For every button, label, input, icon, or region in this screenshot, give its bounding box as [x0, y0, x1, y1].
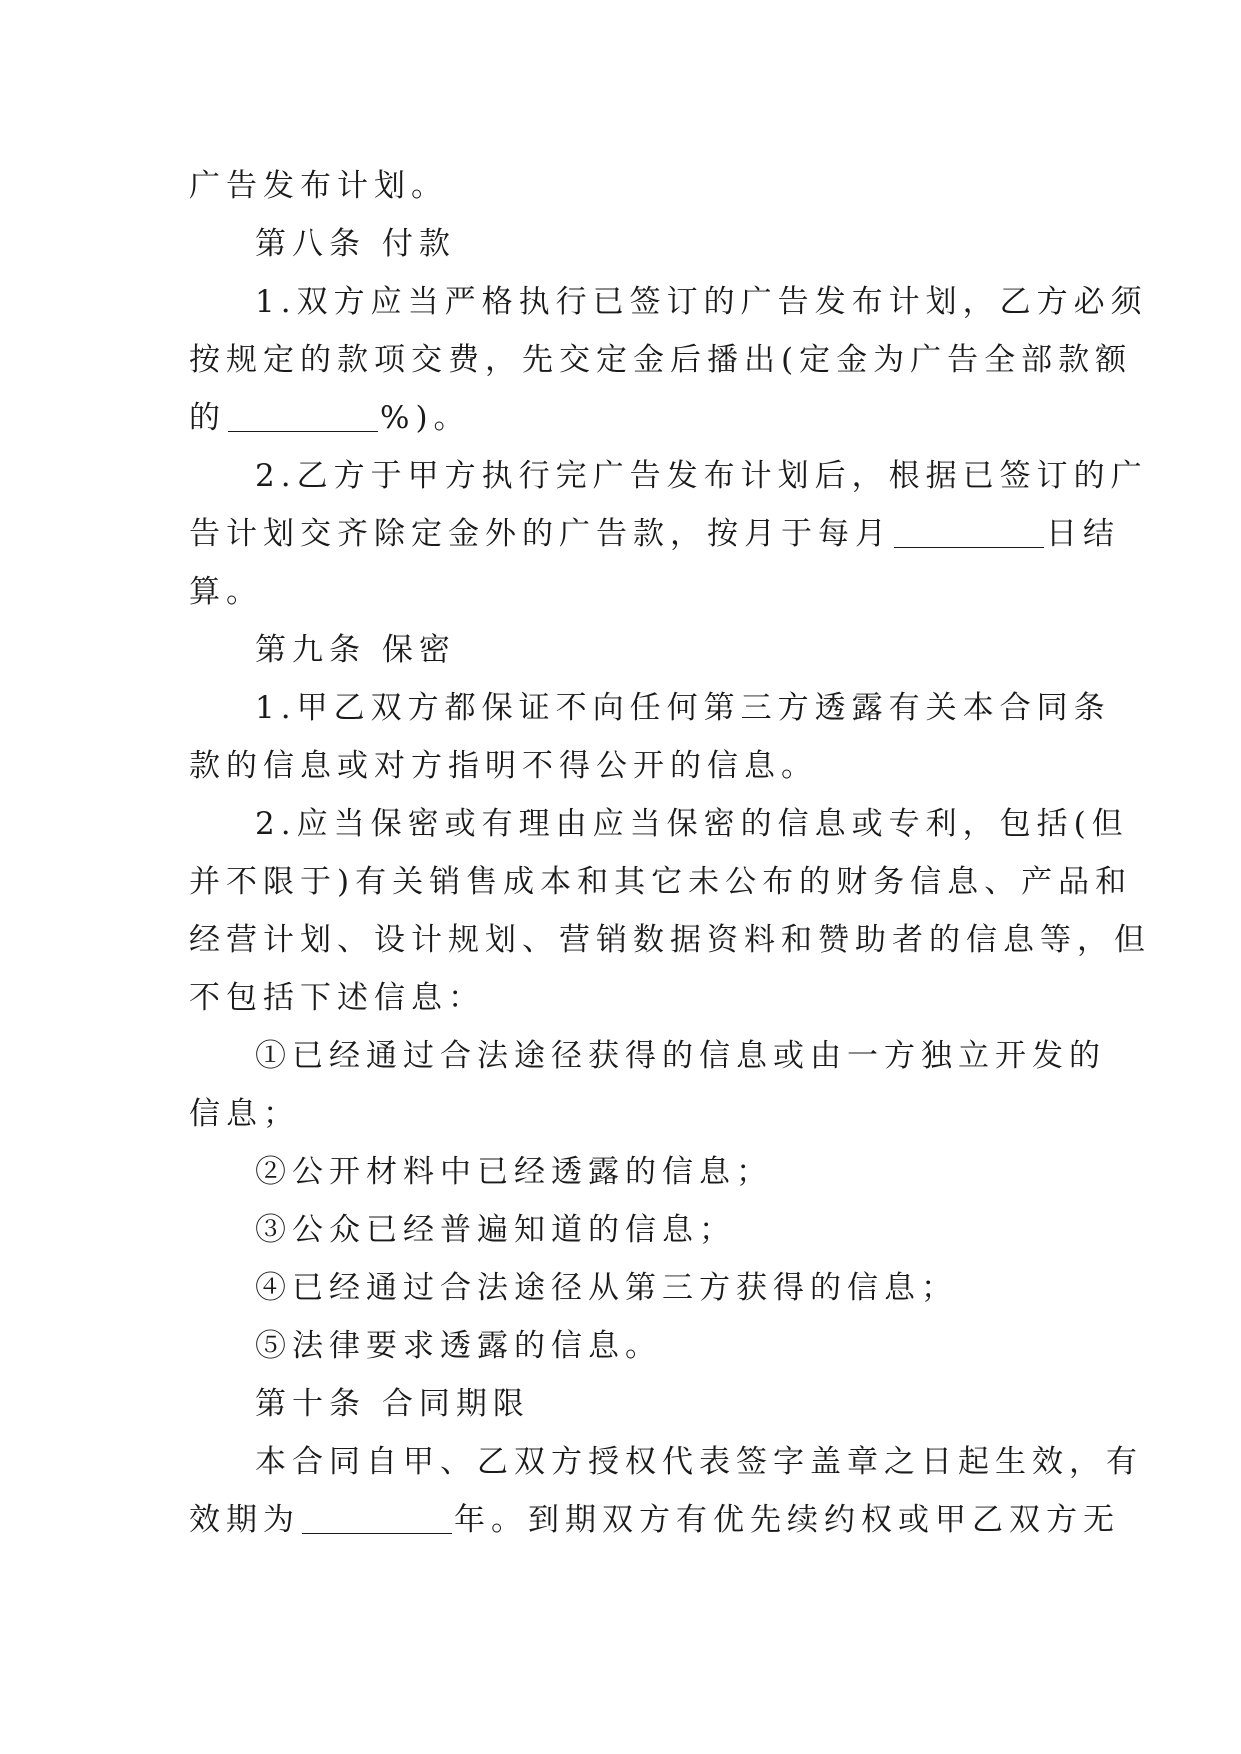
text-line	[189, 853, 1133, 911]
line-text: 1.双方应当严格执行已签订的广告发布计划，乙方必须	[255, 284, 1148, 320]
fill-in-blank[interactable]	[894, 513, 1044, 548]
text-line	[189, 273, 1148, 331]
heading-text: 第九条 保密	[255, 632, 456, 668]
line-text: 按规定的款项交费，先交定金后播出(定金为广告全部款额	[189, 342, 1133, 378]
text-line	[189, 563, 1059, 621]
line-text: 经营计划、设计规划、营销数据资料和赞助者的信息等，但	[189, 922, 1151, 958]
line-text: 2.乙方于甲方执行完广告发布计划后，根据已签订的广	[255, 458, 1148, 494]
line-text: 算。	[189, 574, 263, 610]
line-text: %)。	[380, 400, 471, 436]
text-line	[189, 969, 1059, 1027]
line-text: 不包括下述信息：	[189, 980, 485, 1016]
line-text: 2.应当保密或有理由应当保密的信息或专利，包括(但	[255, 806, 1129, 842]
text-line	[189, 737, 1059, 795]
text-line	[189, 795, 1129, 853]
text-line	[189, 157, 1059, 215]
line-text: ②公开材料中已经透露的信息；	[255, 1154, 773, 1190]
text-line	[189, 389, 1059, 447]
line-text: ⑤法律要求透露的信息。	[255, 1328, 662, 1364]
text-line	[189, 505, 1120, 563]
article-heading-10	[189, 1375, 1059, 1433]
text-line	[189, 1085, 1059, 1143]
fill-in-blank[interactable]	[302, 1499, 452, 1534]
line-text: 本合同自甲、乙双方授权代表签字盖章之日起生效，有	[255, 1444, 1143, 1480]
line-text: 广告发布计划。	[189, 168, 448, 204]
line-text: 日结	[1046, 516, 1120, 552]
text-line	[189, 911, 1151, 969]
text-line	[189, 1433, 1143, 1491]
line-text: 并不限于)有关销售成本和其它未公布的财务信息、产品和	[189, 864, 1133, 900]
document-body	[189, 157, 1151, 1549]
heading-text: 第十条 合同期限	[255, 1386, 530, 1422]
line-text: 的	[189, 400, 226, 436]
article-heading-8	[189, 215, 1059, 273]
line-text: 效期为	[189, 1502, 300, 1538]
list-item	[189, 1201, 1059, 1259]
text-line	[189, 331, 1133, 389]
line-text: 1.甲乙双方都保证不向任何第三方透露有关本合同条	[255, 690, 1111, 726]
list-item	[189, 1143, 1059, 1201]
heading-text: 第八条 付款	[255, 226, 456, 262]
line-text: 信息；	[189, 1096, 300, 1132]
text-line	[189, 679, 1111, 737]
line-text: 款的信息或对方指明不得公开的信息。	[189, 748, 818, 784]
line-text: ③公众已经普遍知道的信息；	[255, 1212, 736, 1248]
line-text: 年。到期双方有优先续约权或甲乙双方无	[454, 1502, 1120, 1538]
article-heading-9	[189, 621, 1059, 679]
line-text: ④已经通过合法途径从第三方获得的信息；	[255, 1270, 958, 1306]
line-text: 告计划交齐除定金外的广告款，按月于每月	[189, 516, 892, 552]
list-item	[189, 1259, 1059, 1317]
line-text: ①已经通过合法途径获得的信息或由一方独立开发的	[255, 1038, 1106, 1074]
fill-in-blank[interactable]	[228, 397, 378, 432]
list-item	[189, 1317, 1059, 1375]
list-item	[189, 1027, 1106, 1085]
text-line	[189, 447, 1148, 505]
text-line	[189, 1491, 1120, 1549]
